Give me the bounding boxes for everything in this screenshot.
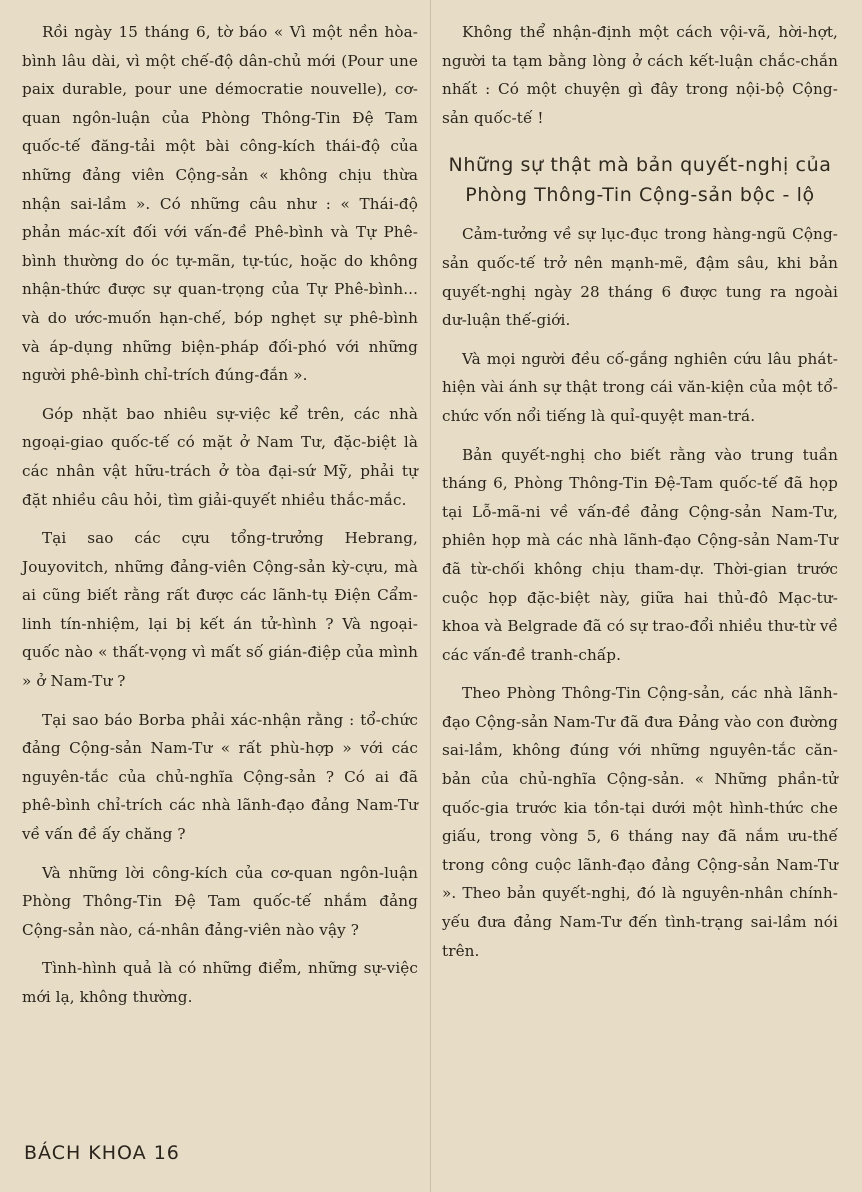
column-divider	[430, 0, 431, 1192]
paragraph: Cảm-tưởng về sự lục-đục trong hàng-ngũ Cộng-sản quốc-tế trở nên mạnh-mẽ, đậm sâu, khi bản quyết-nghị ngày 28 tháng 6 được tung ra ngoài dư-luận thế-giới.	[442, 225, 838, 330]
paragraph: Tại sao các cựu tổng-trưởng Hebrang, Jouyovitch, những đảng-viên Cộng-sản kỳ-cựu, mà ai cũng biết rằng rất được các lãnh-tụ Điện Cẩm-linh tín-nhiệm, lại bị kết án tử-hình ? Và ngoại-quốc nào « thất-vọng vì mất số gián-điệp của mình » ở Nam-Tư ?	[22, 529, 418, 691]
paragraph: Bản quyết-nghị cho biết rằng vào trung tuần tháng 6, Phòng Thông-Tin Đệ-Tam quốc-tế đã họp tại Lỗ-mã-ni về vấn-đề đảng Cộng-sản Nam-Tư, phiên họp mà các nhà lãnh-đạo Cộng-sản Nam-Tư đã từ-chối không chịu tham-dự. Thời-gian trước cuộc họp đặc-biệt này, giữa hai thủ-đô Mạc-tư-khoa và Belgrade đã có sự trao-đổi nhiều thư-từ về các vấn-đề tranh-chấp.	[442, 445, 838, 664]
paragraph: Tình-hình quả là có những điểm, những sự-việc mới lạ, không thường.	[22, 959, 418, 1006]
section-heading: Những sự thật mà bản quyết-nghị của Phòng Thông-Tin Cộng-sản bộc - lộ	[448, 154, 832, 207]
page-footer: BÁCH KHOA 16	[24, 1142, 180, 1164]
intro-paragraph: Không thể nhận-định một cách vội-vã, hời-hợt, người ta tạm bằng lòng ở cách kết-luận chắc-chắn nhất : Có một chuyện gì đây trong nội-bộ Cộng-sản quốc-tế !	[442, 23, 838, 127]
right-column	[442, 18, 838, 975]
left-column	[22, 18, 418, 1022]
paragraph: Rồi ngày 15 tháng 6, tờ báo « Vì một nền hòa-bình lâu dài, vì một chế-độ dân-chủ mới (Pour une paix durable, pour une démocratie nouvelle), cơ-quan ngôn-luận của Phòng Thông-Tin Đệ Tam quốc-tế đăng-tải một bài công-kích thái-độ của những đảng viên Cộng-sản « không chịu thừa nhận sai-lầm ». Có những câu như : « Thái-độ phản mác-xít đối với vấn-đề Phê-bình và Tự Phê-bình thường do óc tự-mãn, tự-túc, hoặc do không nhận-thức được sự quan-trọng của Tự Phê-bình... và do ước-muốn hạn-chế, bóp nghẹt sự phê-bình và áp-dụng những biện-pháp đối-phó với những người phê-bình chỉ-trích đúng-đắn ».	[22, 23, 418, 385]
paragraph: Góp nhặt bao nhiêu sự-việc kể trên, các nhà ngoại-giao quốc-tế có mặt ở Nam Tư, đặc-biệt là các nhân vật hữu-trách ở tòa đại-sứ Mỹ, phải tự đặt nhiều câu hỏi, tìm giải-quyết nhiều thắc-mắc.	[22, 404, 418, 509]
paragraph: Và mọi người đều cố-gắng nghiên cứu lâu phát-hiện vài ánh sự thật trong cái văn-kiện của một tổ-chức vốn nổi tiếng là quỉ-quyệt man-trá.	[442, 349, 838, 425]
paragraph: Theo Phòng Thông-Tin Cộng-sản, các nhà lãnh-đạo Cộng-sản Nam-Tư đã đưa Đảng vào con đường sai-lầm, không đúng với những nguyên-tắc căn-bản của chủ-nghĩa Cộng-sản. « Những phần-tử quốc-gia trước kia tồn-tại dưới một hình-thức che giấu, trong vòng 5, 6 tháng nay đã nắm ưu-thế trong công cuộc lãnh-đạo đảng Cộng-sản Nam-Tư ». Theo bản quyết-nghị, đó là nguyên-nhân chính-yếu đưa đảng Nam-Tư đến tình-trạng sai-lầm nói trên.	[442, 684, 838, 960]
paragraph: Tại sao báo Borba phải xác-nhận rằng : tổ-chức đảng Cộng-sản Nam-Tư « rất phù-hợp » với các nguyên-tắc của chủ-nghĩa Cộng-sản ? Có ai đã phê-bình chỉ-trích các nhà lãnh-đạo đảng Nam-Tư về vấn đề ấy chăng ?	[22, 710, 418, 844]
paragraph: Và những lời công-kích của cơ-quan ngôn-luận Phòng Thông-Tin Đệ Tam quốc-tế nhắm đảng Cộng-sản nào, cá-nhân đảng-viên nào vậy ?	[22, 863, 418, 939]
